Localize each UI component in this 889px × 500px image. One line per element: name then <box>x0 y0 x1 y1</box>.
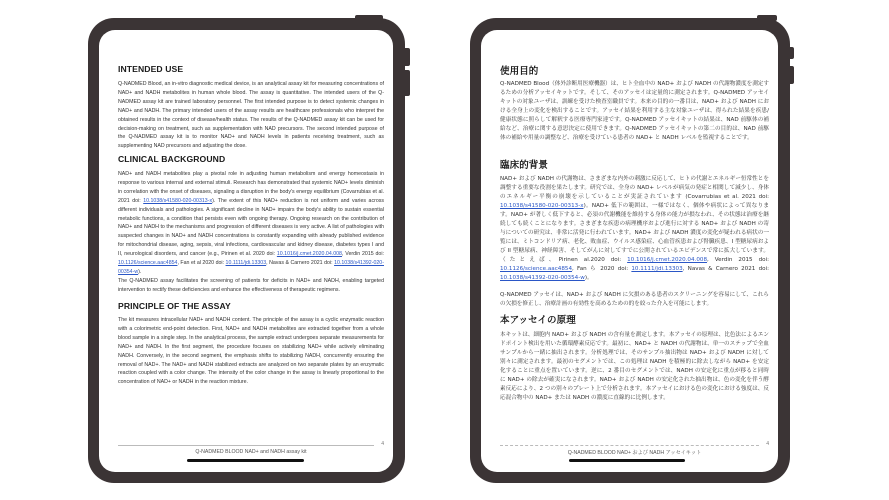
doi-link[interactable]: 10.1038/s41392-020-00354-w <box>118 260 384 275</box>
paragraph-text: , Fan ら 2020 doi: <box>572 266 632 272</box>
doi-link[interactable]: 10.1038/s41580-020-00313-x <box>500 203 584 209</box>
paragraph-text: ). The extent of this NAD+ reduction is not uniform and varies across different individuals and pathologies. A significant decline in NAD+ impairs the body's ability to sustain essential metabolic functions, a condition that persists even with ongoing therapy. Ongoing research on the contribution of NAD+ and NADH to the mechanisms and progression of different diseases is very active. A list of pathologies with suspected changes in NAD+ and NADH concentrations is constantly expanding with already published evidence for mitochondrial disease, aging, sepsis, viral infections, cardiovascular and kidney disease, diabetes types I and II, neurological disorders, and cancer (e.g., Pirinen et al. 2020 doi: <box>118 197 384 258</box>
footer-text: Q-NADMED BLOOD NAD+ and NADH assay kit <box>195 449 307 455</box>
paragraph-text: , Navas & Carnero 2021 doi: <box>682 266 769 272</box>
doi-link[interactable]: 10.1016/j.cmet.2020.04.008 <box>627 257 707 263</box>
doi-link[interactable]: 10.1126/science.aac4854 <box>500 266 573 272</box>
paragraph-text: The kit measures intracellular NAD+ and NADH content. The principle of the assay is a cyclic enzymatic reaction with a colorimetric end-point detection. First, NAD+ and NADH metabolites are extracted together from a whole blood sample in a single step. In the analytical process, the sample extract undergoes separate measurements for NAD+ and NADH. In the first segment, the procedure focuses on stabilizing NAD+ while actively eliminating NADH. Conversely, in the second segment, the emphasis shifts to stabilizing NADH, concurrently ensuring the removal of NAD+. The NAD+ and NADH stabilized extracts are analyzed on two separate plates by an enzymatic reaction coupled with a color change. The intensity of the color change in the assay is linearly proportional to the concentration of NAD+ or NADH in the reaction mixture. <box>118 317 384 386</box>
paragraph <box>500 331 769 403</box>
home-indicator[interactable] <box>187 459 304 462</box>
paragraph-text: ). <box>138 268 142 275</box>
doi-link[interactable]: 10.1111/jdi.13303 <box>631 266 683 272</box>
paragraph-text: NAD+ and NADH metabolites play a pivotal role in adjusting human metabolism and energy homeostasis in response to various internal and external stimuli. Research has demonstrated that systemic NAD+ levels diminish in correlation with the onset of diseases, signaling a disruption in the body's energy equilibrium (Covarrubias et al. 2021 doi: <box>118 171 384 204</box>
doi-link[interactable]: 10.1016/j.cmet.2020.04.008 <box>276 251 342 258</box>
document-page-english <box>118 30 384 472</box>
footer-divider <box>118 445 374 446</box>
doi-link[interactable]: 10.1126/science.aac4854 <box>118 260 178 267</box>
heading-clinical-background-jp: 臨床的背景 <box>500 160 549 171</box>
heading-clinical-background: CLINICAL BACKGROUND <box>118 154 226 164</box>
heading-principle-jp: 本アッセイの原理 <box>500 315 576 326</box>
paragraph <box>500 291 769 309</box>
paragraph-text: )。 <box>584 275 593 281</box>
paragraph <box>118 277 384 295</box>
paragraph-text: )。NAD+ 低下の範囲は、一様ではなく、個体や病状によって異なります。NAD+ が著しく低下すると、必須の代謝機能を維持する身体の能力が損なわれ、その状態は治療を継続しても続くことになります。さまざまな疾患の病理機序および進行に対する NAD+ および NADH の寄与についての研究は、非常に活発に行われています。NAD+ および NADH 濃度の変化が疑われる病状の一覧には、ミトコンドリア病、老化、敗血症、ウイルス感染症、心血管疾患および腎臓疾患、I 型糖尿病および II 型糖尿病、神経障害、そしてがんに対してすでに公開されているエビデンスで常に拡大しています。（たとえば、Pirinen al.2020 doi: <box>500 203 769 263</box>
paragraph-text: Q-NADMED Blood（体外診断用医療機器）は、ヒト全血中の NAD+ および NADH の代謝物濃度を測定するための分析アッセイキットです。そして、そのアッセイは定量的に測定されます。Q-NADMED アッセイキットの対象ユーザは、訓練を受けた検査室職員です。本来の目的の一番目は、NAD+ および NADH における全身上の変化を検出することです。アッセイ結果を利用する主な対象ユーザは、得られた結果を疾患/健康状態に照らして解釈する医療専門家達です。Q-NADMED アッセイキットの結果は、NAD 前駆体の補給など、治療に関する意思決定に使用できます。Q-NADMED アッセイキットの第二の目的は、NAD 前駆体の補給や用量の調整など、治療を受けている患者の NAD+ と NADH レベルを監視することです。 <box>500 81 769 141</box>
tablet-left <box>88 18 405 483</box>
paragraph-text: , Fan et al 2020 doi: <box>177 260 226 267</box>
paragraph <box>118 80 384 151</box>
doi-link[interactable]: 10.1038/s41580-020-00313-x <box>143 197 213 204</box>
heading-principle-of-assay: PRINCIPLE OF THE ASSAY <box>118 301 231 311</box>
doi-link[interactable]: 10.1038/s41392-020-00354-w <box>500 275 585 281</box>
paragraph <box>500 175 769 283</box>
tablet-right <box>470 18 790 483</box>
footer-divider <box>500 445 759 446</box>
footer-text: Q-NADMED BLOOD NAD+ および NADH アッセイキット <box>567 450 702 456</box>
screen-right <box>481 30 778 472</box>
home-indicator[interactable] <box>569 459 685 462</box>
paragraph-text: Q-NADMED Blood, an in-vitro diagnostic medical device, is an analytical assay kit for measuring concentrations of NAD+ and NADH metabolites in human whole blood. The assay is quantitative. The intended users of the Q-NADMED assay kit are trained laboratory personnel. The first intended purpose is to detect systemic changes in NAD+ and NADH. The primary intended users of the assay results are healthcare professionals who interpret the obtained results in the context of disease/health status. The results of the Q-NADMED assay kit can be used for decision-making on treatment, such as supplementation with NAD precursors. The second intended purpose of the Q-NADMED assay kit is to monitor NAD+ and NADH levels in patients receiving treatment, such as supplementing NAD precursors and adjusting the dose. <box>118 81 384 150</box>
paragraph-text: 本キットは、細胞内 NAD+ および NADH の含有量を測定します。本アッセイの原理は、比色法によるエンドポイント検出を用いた循環酵素反応です。最初に、NAD+ と NADH の代謝物は、単一のステップで全血サンプルから一緒に抽出されます。分析処理では、そのサンプル抽出物は NAD+ および NADH に対して別々に測定されます。最初のセグメントでは、この処理は NADH を積極的に除去しながら NAD+ を安定化することに重点を置いています。逆に、2 番目のセグメントでは、NADH の安定化に重点が移ると同時に NAD+ の除去が確実になされます。NAD+ および NADH の安定化された抽出物は、色の変化を伴う酵素反応により、2 つの別々のプレート上で分析されます。本アッセイにおける色の変化における強度は、反応混合物中の NAD+ または NADH の濃度に直線的に比例します。 <box>500 332 769 401</box>
document-page-japanese <box>500 30 769 472</box>
page-number: 4 <box>766 441 769 447</box>
paragraph <box>500 80 769 143</box>
doi-link[interactable]: 10.1111/jdi.13303 <box>225 260 267 267</box>
paragraph-text: , Verdin 2015 doi: <box>707 257 769 263</box>
paragraph-text: NAD+ および NADH の代謝物は、さまざまな内外の刺激に反応して、ヒトの代謝とエネルギー恒常性とを調整する重要な役割を果たします。研究では、全身の NAD+ レベルが病気の発症と相関して減少し、身体のエネルギー平衡の崩壊を示していることが実証されています (Covarrubias et al. 2021 doi: <box>500 176 769 200</box>
paragraph-text: , Verdin 2015 doi: <box>341 251 384 258</box>
paragraph-text: The Q-NADMED assay facilitates the screening of patients for deficits in NAD+ and NADH, enabling targeted intervention to rectify these deficiencies and enhance the effectiveness of therapeutic regimens. <box>118 278 384 293</box>
paragraph <box>118 170 384 277</box>
heading-intended-use: INTENDED USE <box>118 64 184 74</box>
paragraph <box>118 316 384 387</box>
screen-left <box>99 30 393 472</box>
paragraph-text: , Navas & Carnero 2021 doi: <box>266 260 335 267</box>
heading-intended-use-jp: 使用目的 <box>500 66 539 77</box>
paragraph-text: Q-NADMED アッセイは、NAD+ および NADH に欠損のある患者のスクリーニングを容易にして、これらの欠損を修正し、治療計画の有効性を高めるための的を絞った介入を可能にします。 <box>500 292 769 307</box>
page-number: 4 <box>381 441 384 447</box>
